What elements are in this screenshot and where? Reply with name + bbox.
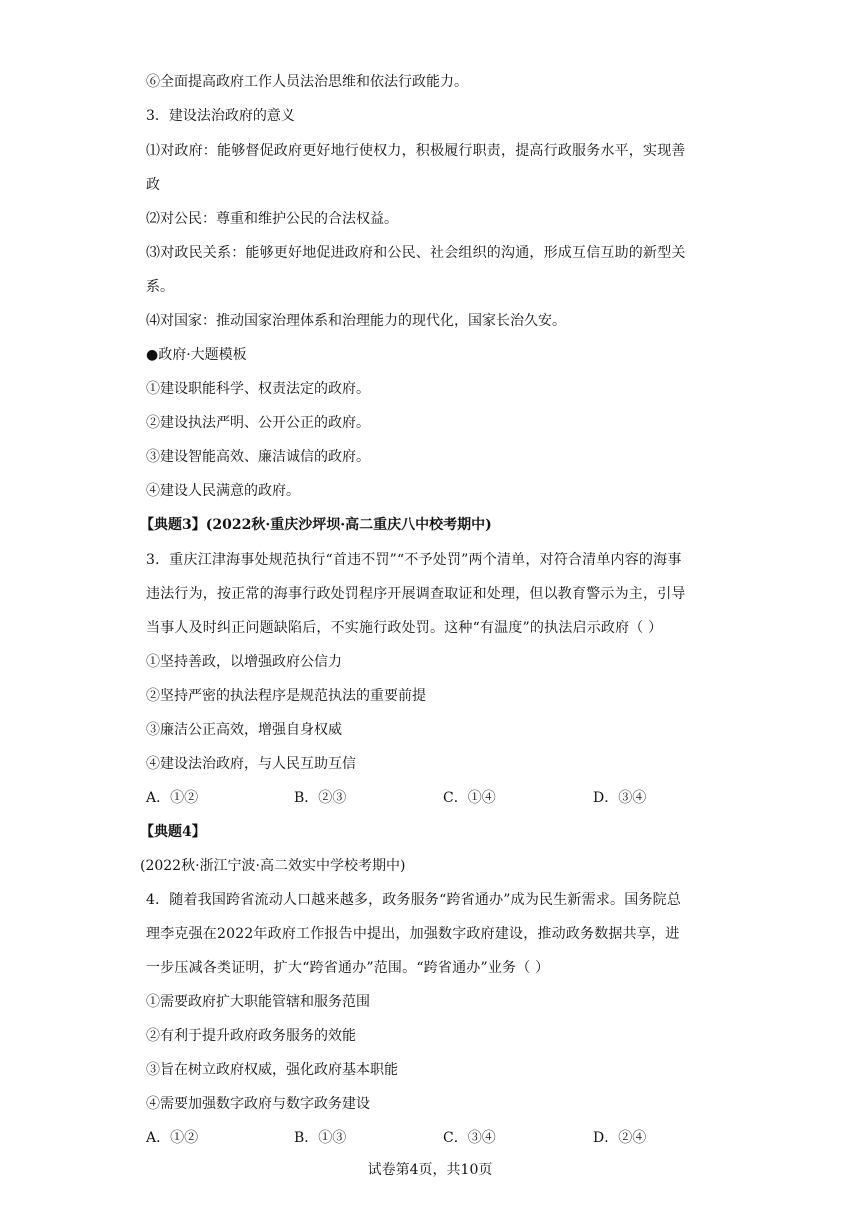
text-line: ④建设人民满意的政府。: [146, 483, 300, 499]
template-heading: ●政府·大题模板: [146, 347, 247, 363]
question-4-stem: 4．随着我国跨省流动人口越来越多，政务服务“跨省通办”成为民生新需求。国务院总: [146, 892, 682, 908]
page-footer: 试卷第4页，共10页: [367, 1162, 493, 1178]
text-line: ⑷对国家：推动国家治理体系和治理能力的现代化，国家长治久安。: [146, 313, 566, 329]
question-4-item: ①需要政府扩大职能管辖和服务范围: [146, 994, 370, 1010]
question-3-item: ②坚持严密的执法程序是规范执法的重要前提: [146, 688, 426, 704]
question-4-item: ④需要加强数字政府与数字政务建设: [146, 1096, 370, 1112]
option-c: C．①④: [443, 790, 496, 806]
text-line: ⑵对公民：尊重和维护公民的合法权益。: [146, 211, 398, 227]
text-line: 政: [146, 177, 160, 193]
option-b: B．②③: [294, 790, 347, 806]
text-line: ①建设职能科学、权责法定的政府。: [146, 381, 370, 397]
question-4-stem: 一步压减各类证明，扩大“跨省通办”范围。“跨省通办”业务（ ）: [146, 960, 550, 976]
option-d: D．③④: [593, 790, 647, 806]
text-line: ②建设执法严明、公开公正的政府。: [146, 415, 370, 431]
text-line: 系。: [146, 279, 174, 295]
text-line: ⑶对政民关系：能够更好地促进政府和公民、社会组织的沟通，形成互信互助的新型关: [146, 245, 686, 261]
text-line: ⑴对政府：能够督促政府更好地行使权力，积极履行职责，提高行政服务水平，实现善: [146, 143, 686, 159]
option-a: A．①②: [146, 1130, 199, 1146]
question-4-stem: 理李克强在2022年政府工作报告中提出，加强数字政府建设，推动政务数据共享，进: [146, 926, 680, 942]
question-4-header: 【典题4】: [140, 824, 206, 840]
question-3-header: 【典题3】(2022秋·重庆沙坪坝·高二重庆八中校考期中): [140, 517, 492, 533]
text-line: ⑥全面提高政府工作人员法治思维和依法行政能力。: [146, 74, 468, 90]
option-a: A．①②: [146, 790, 199, 806]
option-b: B．①③: [294, 1130, 347, 1146]
section-heading: 3．建设法治政府的意义: [146, 108, 295, 124]
question-3-item: ③廉洁公正高效，增强自身权威: [146, 722, 342, 738]
question-4-source: (2022秋·浙江宁波·高二效实中学校考期中): [140, 858, 406, 874]
question-3-item: ④建设法治政府，与人民互助互信: [146, 756, 356, 772]
question-4-item: ③旨在树立政府权威，强化政府基本职能: [146, 1062, 398, 1078]
question-3-stem: 违法行为，按正常的海事行政处罚程序开展调查取证和处理，但以教育警示为主，引导: [146, 586, 686, 602]
option-c: C．③④: [443, 1130, 496, 1146]
question-3-item: ①坚持善政，以增强政府公信力: [146, 654, 342, 670]
text-line: ③建设智能高效、廉洁诚信的政府。: [146, 449, 370, 465]
option-d: D．②④: [593, 1130, 647, 1146]
question-4-item: ②有利于提升政府政务服务的效能: [146, 1028, 356, 1044]
question-3-stem: 当事人及时纠正问题缺陷后，不实施行政处罚。这种“有温度”的执法启示政府（ ）: [146, 620, 663, 636]
question-3-stem: 3．重庆江津海事处规范执行“首违不罚”“不予处罚”两个清单，对符合清单内容的海事: [146, 552, 682, 568]
